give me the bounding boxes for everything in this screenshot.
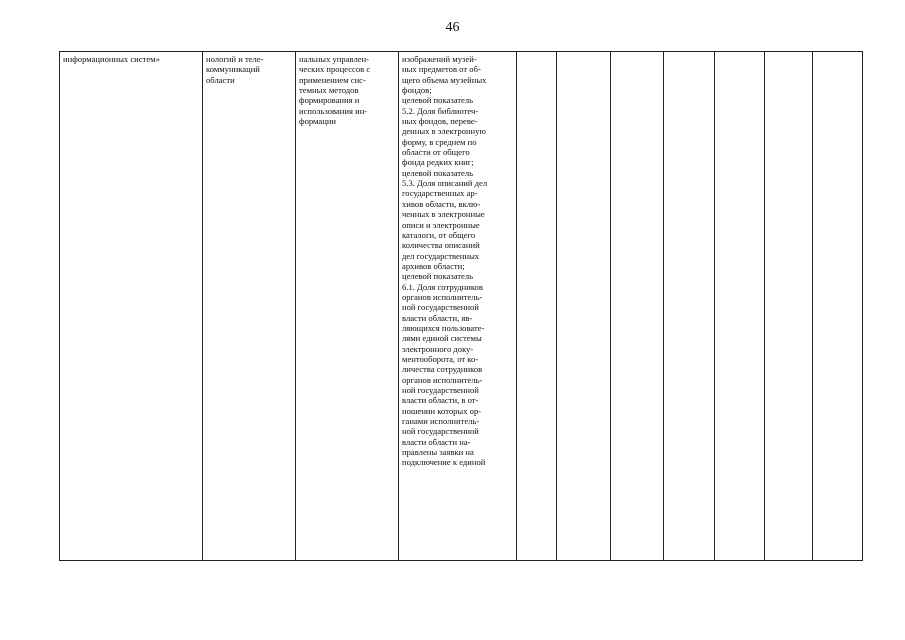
table-cell-empty [517,52,557,561]
table-cell-indicators [399,52,517,561]
table-cell-responsible [203,52,296,561]
table-cell-empty [813,52,863,561]
table-cell-empty [557,52,611,561]
table-cell-program-name [60,52,203,561]
program-name-text: информационных систем» [63,54,160,64]
table-cell-empty [611,52,664,561]
table-cell-goal [296,52,399,561]
page-number: 46 [445,20,460,35]
responsible-text: нологий и теле- коммуникаций области [206,54,264,85]
table-cell-empty [765,52,813,561]
document-table [59,51,863,561]
table-cell-empty [715,52,765,561]
goal-text: нальных управлен- ческих процессов с применением сис- темных методов формирования и использования ин- формации [299,54,371,127]
indicators-text: изображений музей- ных предметов от об- щего объема музейных фондов; целевой показатель 5.2. Доля библиотеч- ных фондов, переве- денных в электронную форму, в среднем по области от общего фонда редких книг; целевой показатель 5.3. Доля описаний дел государственных ар- хивов области, вклю- ченных в электронные описи и электронные каталоги, от общего количества описаний дел государственных архивов области; целевой показатель 6.1. Доля сотрудников органов исполнитель- ной государственной власти области, яв- ляющихся пользовате- лями единой системы электронного доку- ментооборота, от ко- личества сотрудников органов исполнитель- ной государственной власти области, в от- ношении которых ор- ганами исполнитель- ной государственной власти области на- правлены заявки на подключение к единой [402,54,488,468]
table-cell-empty [664,52,715,561]
table-row [60,52,863,561]
